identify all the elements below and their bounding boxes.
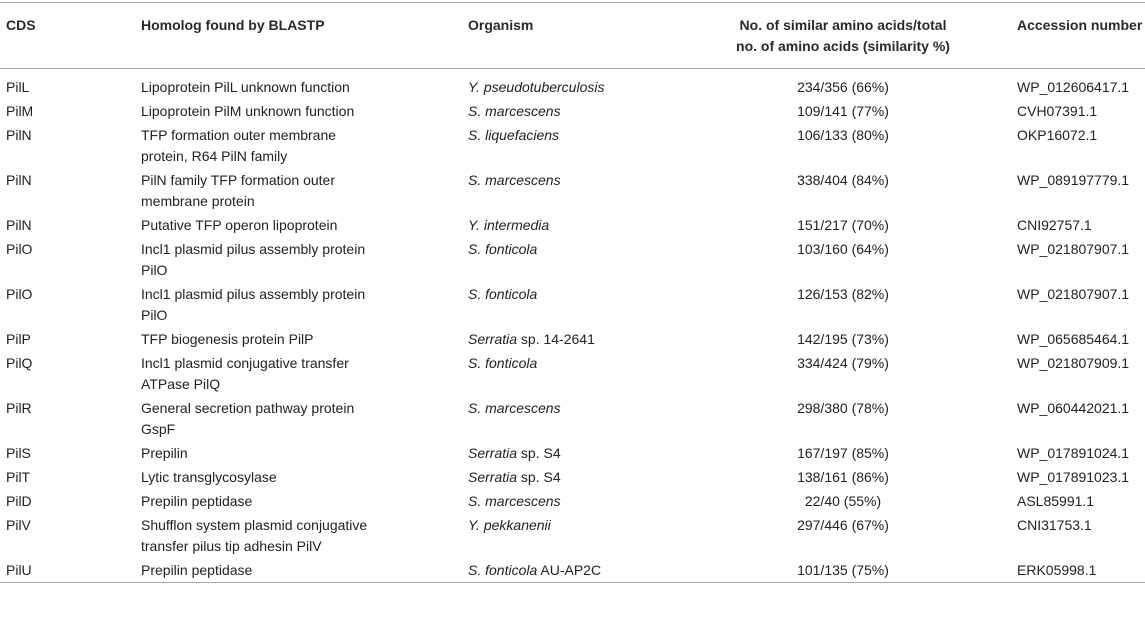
cell-homolog xyxy=(135,327,462,351)
cell-homolog xyxy=(135,168,462,213)
homolog-line1: General secretion pathway protein xyxy=(141,400,355,416)
cell-homolog xyxy=(135,558,462,583)
homolog-line1: Lytic transglycosylase xyxy=(141,469,277,485)
cell-organism xyxy=(462,168,675,213)
cell-accession: WP_065685464.1 xyxy=(1017,331,1130,347)
cell-organism xyxy=(462,513,675,558)
table-row xyxy=(0,168,1145,213)
homolog-line2: PilO xyxy=(141,307,168,323)
organism-name: Y. pekkanenii xyxy=(468,517,551,533)
cell-accession: CNI31753.1 xyxy=(1017,517,1092,533)
cell-similarity: 126/153 (82%) xyxy=(797,286,889,302)
cell-similarity: 22/40 (55%) xyxy=(804,493,882,509)
organism-name: S. marcescens xyxy=(468,103,561,119)
homolog-line1: TFP formation outer membrane xyxy=(141,127,337,143)
cell-accession: WP_021807909.1 xyxy=(1017,355,1130,371)
organism-name: S. marcescens xyxy=(468,400,561,416)
organism-name: Y. intermedia xyxy=(468,217,550,233)
cell-homolog xyxy=(135,465,462,489)
homolog-line1: PilN family TFP formation outer xyxy=(141,172,335,188)
header-row xyxy=(0,3,1145,69)
organism-name: S. fonticola xyxy=(468,286,538,302)
header-cds: CDS xyxy=(6,17,36,33)
cell-similarity: 297/446 (67%) xyxy=(797,517,889,533)
table-row xyxy=(0,351,1145,396)
cell-cds: PilN xyxy=(6,217,32,233)
homolog-line2: ATPase PilQ xyxy=(141,376,221,392)
cell-accession: CVH07391.1 xyxy=(1017,103,1098,119)
organism-strain: sp. S4 xyxy=(517,445,561,461)
cell-organism xyxy=(462,465,675,489)
organism-name: Serratia xyxy=(468,445,518,461)
header-accession: Accession number xyxy=(1017,17,1143,33)
homolog-line2: PilO xyxy=(141,262,168,278)
table-row xyxy=(0,282,1145,327)
table-row xyxy=(0,558,1145,583)
cell-cds: PilU xyxy=(6,562,32,578)
homolog-line1: Incl1 plasmid pilus assembly protein xyxy=(141,286,366,302)
cell-homolog xyxy=(135,69,462,100)
homolog-line1: Lipoprotein PilL unknown function xyxy=(141,79,350,95)
homolog-line1: Incl1 plasmid conjugative transfer xyxy=(141,355,349,371)
cell-organism xyxy=(462,282,675,327)
header-similarity-line2: no. of amino acids (similarity %) xyxy=(736,38,950,54)
homolog-line2: transfer pilus tip adhesin PilV xyxy=(141,538,322,554)
header-similarity xyxy=(675,3,1011,69)
cell-homolog xyxy=(135,123,462,168)
table-row xyxy=(0,237,1145,282)
cell-homolog xyxy=(135,441,462,465)
cell-accession: WP_021807907.1 xyxy=(1017,241,1130,257)
cell-similarity: 103/160 (64%) xyxy=(797,241,889,257)
organism-name: S. fonticola xyxy=(468,241,538,257)
organism-name: S. marcescens xyxy=(468,493,561,509)
table-row xyxy=(0,489,1145,513)
organism-name: S. fonticola xyxy=(468,562,538,578)
cell-accession: WP_021807907.1 xyxy=(1017,286,1130,302)
cell-cds: PilM xyxy=(6,103,34,119)
cell-organism xyxy=(462,396,675,441)
table-row xyxy=(0,213,1145,237)
cell-accession: WP_060442021.1 xyxy=(1017,400,1130,416)
organism-name: Y. pseudotuberculosis xyxy=(468,79,605,95)
cell-accession: ERK05998.1 xyxy=(1017,562,1097,578)
cell-cds: PilO xyxy=(6,241,33,257)
cell-similarity: 167/197 (85%) xyxy=(797,445,889,461)
homolog-line1: Prepilin peptidase xyxy=(141,493,253,509)
cell-homolog xyxy=(135,513,462,558)
cell-accession: OKP16072.1 xyxy=(1017,127,1098,143)
table-row xyxy=(0,465,1145,489)
organism-strain: sp. S4 xyxy=(517,469,561,485)
cell-homolog xyxy=(135,237,462,282)
cell-similarity: 142/195 (73%) xyxy=(797,331,889,347)
header-homolog: Homolog found by BLASTP xyxy=(141,17,325,33)
cell-homolog xyxy=(135,213,462,237)
homolog-line1: Prepilin peptidase xyxy=(141,562,253,578)
table-header xyxy=(0,3,1145,69)
organism-name: Serratia xyxy=(468,331,518,347)
homolog-line2: membrane protein xyxy=(141,193,255,209)
homolog-line2: protein, R64 PilN family xyxy=(141,148,288,164)
cell-homolog xyxy=(135,351,462,396)
cell-cds: PilQ xyxy=(6,355,33,371)
homolog-line2: GspF xyxy=(141,421,176,437)
cell-organism xyxy=(462,69,675,100)
cell-organism xyxy=(462,123,675,168)
organism-strain: AU-AP2C xyxy=(537,562,602,578)
cell-organism xyxy=(462,441,675,465)
cell-similarity: 109/141 (77%) xyxy=(797,103,889,119)
organism-strain: sp. 14-2641 xyxy=(517,331,595,347)
cell-organism xyxy=(462,489,675,513)
homolog-line1: Putative TFP operon lipoprotein xyxy=(141,217,338,233)
cell-similarity: 101/135 (75%) xyxy=(797,562,889,578)
cell-organism xyxy=(462,558,675,583)
cell-cds: PilV xyxy=(6,517,31,533)
cell-cds: PilD xyxy=(6,493,32,509)
table-body xyxy=(0,69,1145,583)
homolog-table xyxy=(0,2,1145,583)
cell-accession: ASL85991.1 xyxy=(1017,493,1095,509)
cell-accession: WP_017891024.1 xyxy=(1017,445,1130,461)
cell-accession: WP_012606417.1 xyxy=(1017,79,1130,95)
cell-homolog xyxy=(135,489,462,513)
cell-similarity: 138/161 (86%) xyxy=(797,469,889,485)
cell-organism xyxy=(462,213,675,237)
organism-name: S. marcescens xyxy=(468,172,561,188)
homolog-line1: Shufflon system plasmid conjugative xyxy=(141,517,368,533)
cell-cds: PilO xyxy=(6,286,33,302)
cell-similarity: 151/217 (70%) xyxy=(797,217,889,233)
cell-homolog xyxy=(135,396,462,441)
cell-organism xyxy=(462,99,675,123)
homolog-line1: Incl1 plasmid pilus assembly protein xyxy=(141,241,366,257)
header-similarity-line1: No. of similar amino acids/total xyxy=(739,17,947,33)
header-organism: Organism xyxy=(468,17,534,33)
cell-organism xyxy=(462,351,675,396)
cell-cds: PilN xyxy=(6,172,32,188)
cell-cds: PilL xyxy=(6,79,30,95)
homolog-line1: TFP biogenesis protein PilP xyxy=(141,331,314,347)
table-row xyxy=(0,99,1145,123)
cell-similarity: 106/133 (80%) xyxy=(797,127,889,143)
cell-cds: PilN xyxy=(6,127,32,143)
cell-organism xyxy=(462,237,675,282)
organism-name: Serratia xyxy=(468,469,518,485)
table-row xyxy=(0,441,1145,465)
cell-accession: WP_017891023.1 xyxy=(1017,469,1130,485)
cell-cds: PilR xyxy=(6,400,32,416)
cell-accession: CNI92757.1 xyxy=(1017,217,1092,233)
cell-cds: PilS xyxy=(6,445,31,461)
cell-accession: WP_089197779.1 xyxy=(1017,172,1130,188)
cell-similarity: 334/424 (79%) xyxy=(797,355,889,371)
cell-organism xyxy=(462,327,675,351)
cell-similarity: 298/380 (78%) xyxy=(797,400,889,416)
homolog-line1: Prepilin xyxy=(141,445,188,461)
table-row xyxy=(0,69,1145,100)
organism-name: S. fonticola xyxy=(468,355,538,371)
cell-similarity: 234/356 (66%) xyxy=(797,79,889,95)
cell-cds: PilT xyxy=(6,469,31,485)
homolog-line1: Lipoprotein PilM unknown function xyxy=(141,103,355,119)
cell-homolog xyxy=(135,99,462,123)
cell-homolog xyxy=(135,282,462,327)
cell-similarity: 338/404 (84%) xyxy=(797,172,889,188)
table-row xyxy=(0,123,1145,168)
organism-name: S. liquefaciens xyxy=(468,127,560,143)
table-row xyxy=(0,396,1145,441)
cell-cds: PilP xyxy=(6,331,31,347)
table-row xyxy=(0,327,1145,351)
table-row xyxy=(0,513,1145,558)
